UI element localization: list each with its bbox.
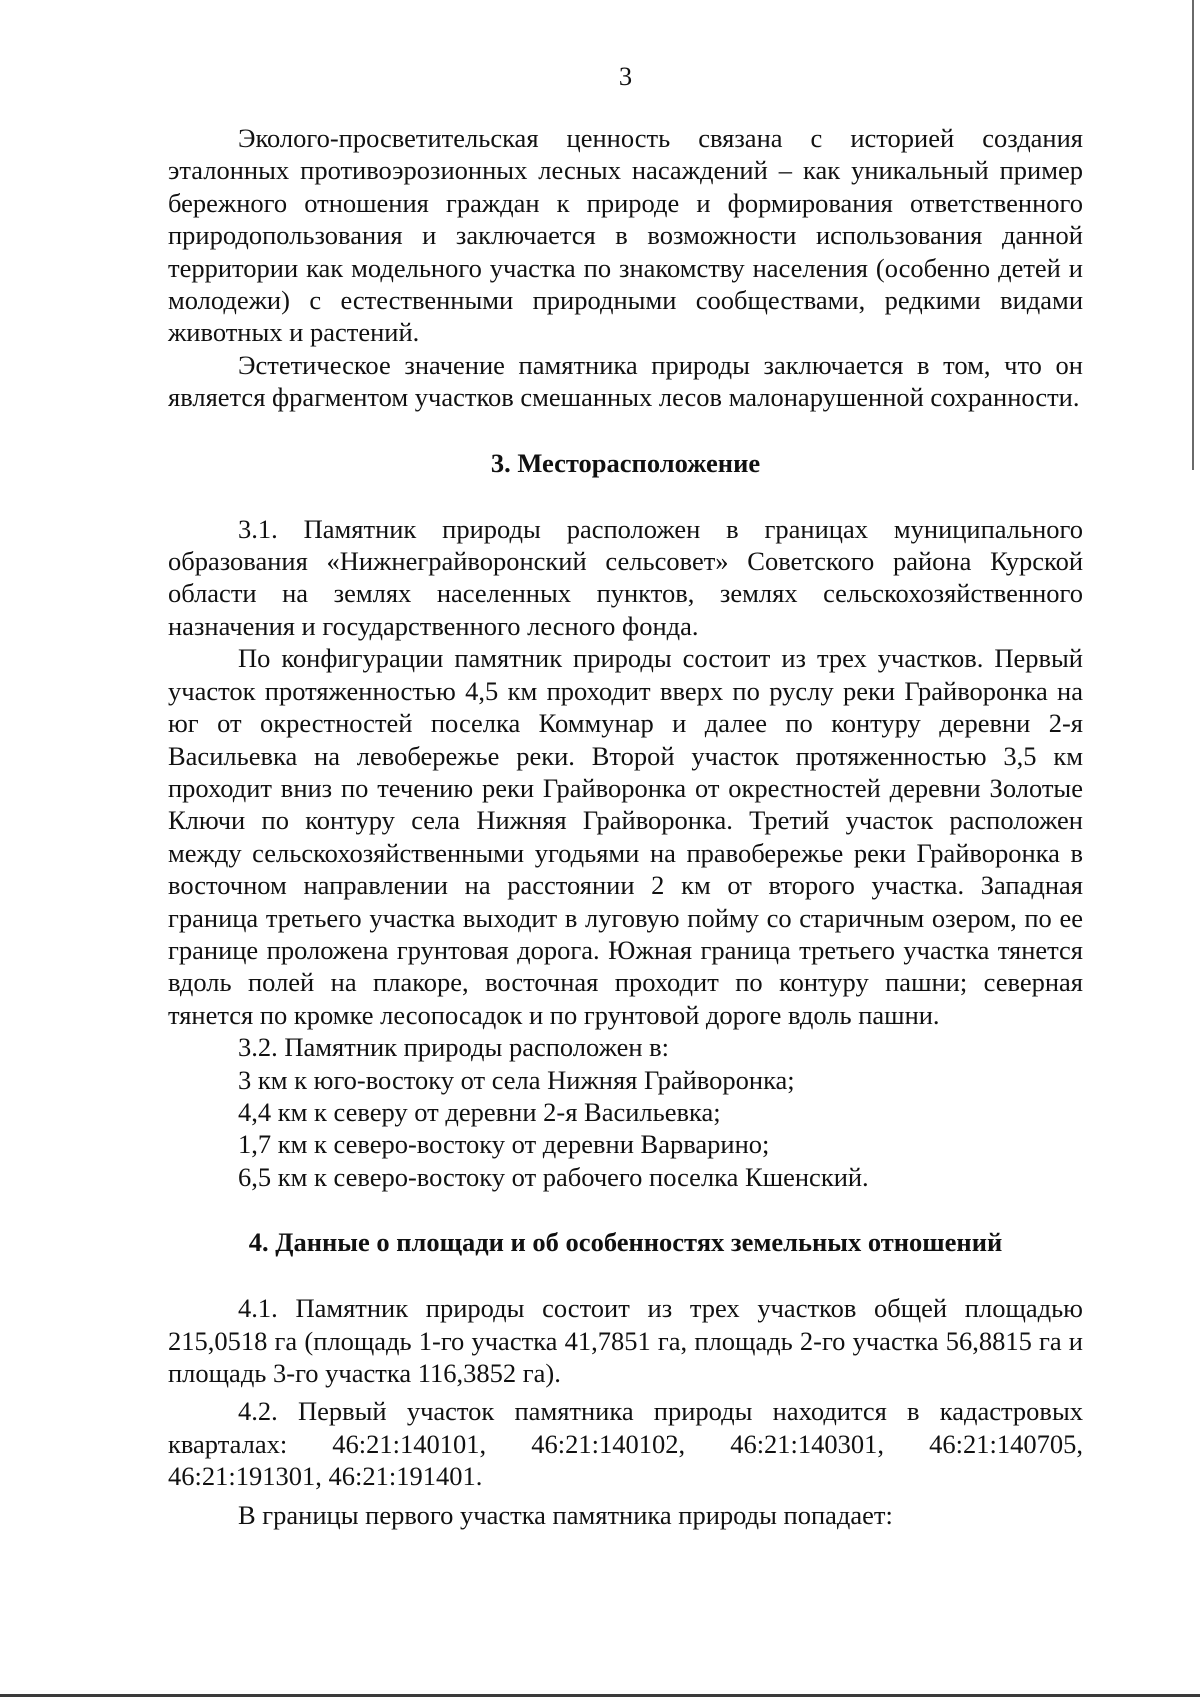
paragraph-aesthetic-value: Эстетическое значение памятника природы заключается в том, что он является фрагментом участков смешанных лесов малонарушенной сохранности.	[168, 349, 1083, 413]
paragraph-4-2: 4.2. Первый участок памятника природы находится в кадастровых кварталах: 46:21:140101, 46:21:140102, 46:21:140301, 46:21:140705, 46:21:191301, 46:21:191401.	[168, 1396, 1083, 1492]
location-line: 1,7 км к северо-востоку от деревни Варварино;	[238, 1129, 770, 1160]
document-page	[168, 60, 1083, 1531]
location-line: 3 км к юго-востоку от села Нижняя Грайворонка;	[238, 1064, 795, 1095]
section-heading-location: 3. Месторасположение	[490, 447, 761, 478]
location-line: 4,4 км к северу от деревни 2-я Васильевка;	[238, 1096, 721, 1127]
page-number: 3	[618, 61, 633, 91]
paragraph-3-1: 3.1. Памятник природы расположен в границах муниципального образования «Нижнеграйворонский сельсовет» Советского района Курской области на землях населенных пунктов, землях сельскохозяйственного назначения и государственного лесного фонда.	[168, 513, 1083, 641]
location-line: 3.2. Памятник природы расположен в:	[238, 1032, 670, 1063]
paragraph-first-plot-boundaries: В границы первого участка памятника природы попадает:	[238, 1499, 893, 1530]
location-line: 6,5 км к северо-востоку от рабочего поселка Кшенский.	[238, 1161, 869, 1192]
section-heading-area: 4. Данные о площади и об особенностях земельных отношений	[248, 1227, 1003, 1258]
scan-edge-right	[1192, 0, 1194, 470]
paragraph-4-1: 4.1. Памятник природы состоит из трех участков общей площадью 215,0518 га (площадь 1-го участка 41,7851 га, площадь 2-го участка 56,8815 га и площадь 3-го участка 116,3852 га).	[168, 1293, 1083, 1388]
paragraph-eco-educational-value: Эколого-просветительская ценность связана с историей создания эталонных противоэрозионных лесных насаждений – как уникальный пример бережного отношения граждан к природе и формирования ответственного природопользования и заключается в возможности использования данной территории как модельного участка по знакомству населения (особенно детей и молодежи) с естественными природными сообществами, редкими видами животных и растений.	[168, 123, 1083, 348]
paragraph-configuration: По конфигурации памятник природы состоит из трех участков. Первый участок протяженностью 4,5 км проходит вверх по руслу реки Грайворонка на юг от окрестностей поселка Коммунар и далее по контуру деревни 2-я Васильевка на левобережье реки. Второй участок протяженностью 3,5 км проходит вниз по течению реки Грайворонка от окрестностей деревни Золотые Ключи по контуру села Нижняя Грайворонка. Третий участок расположен между сельскохозяйственными угодьями на правобережье реки Грайворонка в восточном направлении на расстоянии 2 км от второго участка. Западная граница третьего участка выходит в луговую пойму со старичным озером, по ее границе проложена грунтовая дорога. Южная граница третьего участка тянется вдоль полей на плакоре, восточная проходит по контуру пашни; северная тянется по кромке лесопосадок и по грунтовой дороге вдоль пашни.	[168, 643, 1083, 1030]
